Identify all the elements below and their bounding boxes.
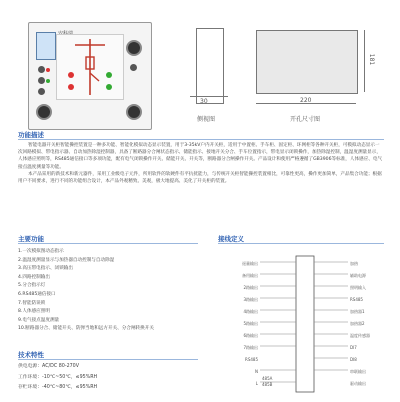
wiring-label: 4路输出 — [243, 309, 258, 314]
wiring-label: 加热器2 — [350, 321, 365, 326]
cutout-caption: 开孔尺寸图 — [290, 116, 321, 123]
cutout-height-line — [364, 30, 365, 92]
tech-value: -40℃~80℃，≤95%RH — [42, 385, 98, 390]
tech-label: 工作环境 — [18, 374, 38, 380]
mimic-diagram-svg — [57, 35, 123, 99]
wiring-label: 照明输入 — [350, 285, 366, 290]
tech-divider — [18, 359, 198, 360]
wiring-divider — [218, 243, 384, 244]
main-functions-title: 主要功能 — [18, 235, 44, 243]
wiring-label: 备用输出 — [242, 273, 258, 278]
wiring-label: DI7 — [350, 345, 357, 350]
wiring-right-labels — [350, 258, 388, 390]
wiring-label: 加热 — [350, 261, 358, 266]
wiring-label: RS485 — [350, 297, 363, 302]
cutout-drawing — [256, 30, 358, 94]
wiring-label: 辅助电源 — [350, 273, 366, 278]
wiring-label: 2路输出 — [243, 285, 258, 290]
wiring-label: 加热器1 — [350, 309, 365, 314]
side-view-caption: 侧视图 — [197, 116, 216, 123]
side-dimension-line — [190, 96, 228, 97]
function-desc-body — [18, 142, 384, 185]
wiring-label: 5路输出 — [243, 321, 258, 326]
list-item: 5.分合指示灯 — [18, 283, 46, 289]
tech-label: 供电电源 — [18, 364, 38, 369]
list-item: 9.电气接点温度测量 — [18, 317, 60, 323]
list-item: 10.断路器分合、储能开关、防弹当地和远方开关、分合闸转换开关 — [18, 326, 154, 332]
tech-title: 技术特性 — [18, 351, 44, 359]
list-item: 7.智能防误锁 — [18, 300, 46, 306]
wiring-label: 温度传感器 — [350, 333, 370, 338]
tech-value: AC/DC 80-270V — [42, 364, 80, 369]
list-item: 6.RS485通信接口 — [18, 291, 56, 297]
tech-spec-list — [18, 362, 213, 394]
device-button-3[interactable] — [38, 88, 45, 95]
device-button-1[interactable] — [38, 66, 45, 73]
device-mimic-diagram — [56, 34, 124, 100]
led-green-icon — [46, 79, 50, 83]
main-functions-list — [18, 248, 213, 334]
device-button-2[interactable] — [38, 77, 45, 84]
wiring-title: 接线定义 — [218, 235, 244, 243]
tech-row: 工作环境：-10℃~50℃，≤95%RH — [18, 374, 98, 380]
list-item: 2.温湿度测量显示与加热器自动控制与自动除湿 — [18, 257, 115, 263]
list-item: 1.一次模拟图动态指示 — [18, 249, 64, 254]
rotary-knob-left[interactable] — [36, 104, 52, 120]
wiring-diagram — [218, 250, 388, 398]
device-lcd-screen — [36, 32, 56, 60]
list-item: 3.高压带电指示、闭锁输出 — [18, 266, 73, 272]
cutout-height-text: 181 — [368, 53, 376, 66]
side-view-drawing — [196, 28, 224, 104]
function-desc-divider — [18, 139, 384, 140]
wiring-bottom-labels — [262, 376, 272, 388]
wiring-label: DI8 — [350, 357, 357, 362]
wiring-label: 3路输出 — [243, 297, 258, 302]
list-item: 8.人体感应照明 — [18, 309, 50, 315]
wiring-label: 485A — [262, 376, 273, 381]
tech-row: 供电电源：AC/DC 80-270V — [18, 364, 80, 369]
function-desc-title: 功能描述 — [18, 131, 44, 139]
tech-value: -10℃~50℃，≤95%RH — [42, 374, 98, 380]
rotary-knob-top[interactable] — [126, 40, 142, 56]
wiring-label: L — [255, 381, 258, 386]
side-dim-text: 30 — [200, 98, 208, 105]
tech-label: 存贮环境 — [18, 385, 38, 390]
cutout-width-text: 220 — [300, 97, 312, 104]
wiring-label: 遥量输出 — [242, 261, 258, 266]
function-desc-para2: 本产品采用的新技术和新元器件，采用工业级电子元件，所用软件的软硬件有平抗扰能力，与传统开关柜智能操控装置相比，可靠性更高，操作更加简单，产品集合功能；根据用户不同要求，进行不同的功能组合设计，本产品外观精致、美观，极大地提高、美化了开关柜的装置。 — [18, 171, 382, 185]
wiring-label: 485B — [262, 382, 273, 387]
main-functions-divider — [18, 243, 198, 244]
tech-row: 存贮环境：-40℃~80℃，≤95%RH — [18, 385, 98, 390]
led-red-icon — [46, 68, 50, 72]
wiring-label: 驱动输出 — [350, 381, 366, 386]
rotary-knob-right[interactable] — [126, 104, 142, 120]
list-item: 4.四路控制输出 — [18, 274, 50, 280]
wiring-label: 6路输出 — [243, 333, 258, 338]
wiring-label: 7路输出 — [243, 345, 258, 350]
wiring-label: RS485 — [245, 357, 258, 362]
wiring-label: 串联输出 — [350, 369, 366, 374]
function-desc-para1: 智能电器开关柜智能操控装置是一种多功能、智能化模拟动态显示装置，用于3-35kV户内开关柜，适用于中置柜、手车柜、固定柜、环网柜等各种开关柜，可模拟动态显示一次回路模拟、带电指示器、自动加热除湿控制器，具备了断路器分合闸状态指示、储能指示、接地开关分合、手车位置指示，带电显示闭锁操作，加热除湿控制，温湿度测量显示，人体感应照明等，RS485通信接口等多项功能，配有电气闭锁操作开关、储能开关、开关等，断路器分合闸操作开关。产品设计和使用严格遵循了GB3906等标准，人体感应、电气接点温度测量等功能。 — [18, 143, 383, 170]
device-button-right[interactable] — [130, 64, 137, 71]
wiring-label: N — [255, 369, 258, 374]
wiring-left-labels — [218, 258, 258, 390]
